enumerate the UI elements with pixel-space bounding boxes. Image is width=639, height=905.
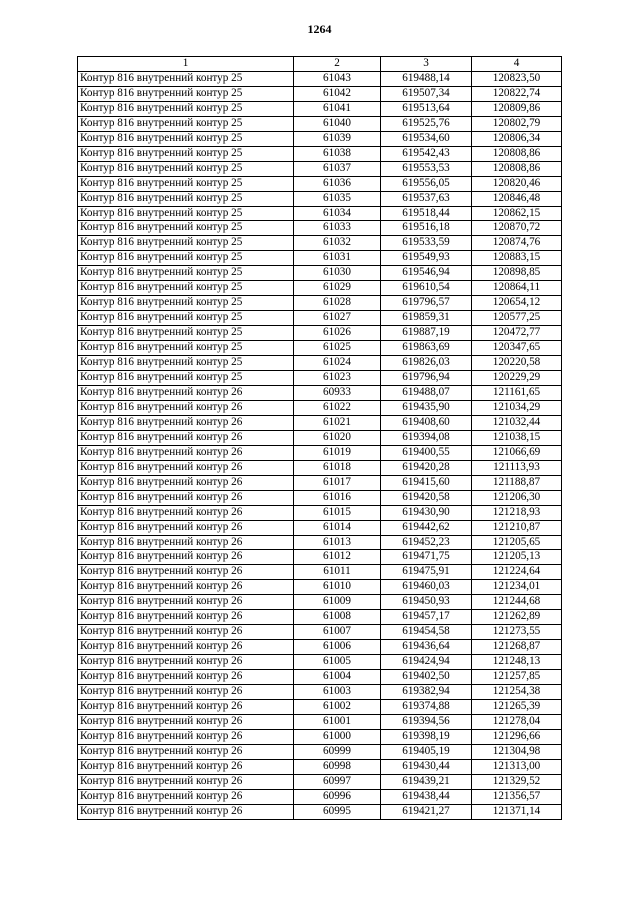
x-coordinate-cell: 619516,18 — [381, 221, 472, 236]
point-number-cell: 61001 — [294, 714, 381, 729]
table-row — [78, 311, 562, 326]
x-coordinate-cell: 619438,44 — [381, 789, 472, 804]
x-coordinate-cell: 619533,59 — [381, 236, 472, 251]
y-coordinate-cell: 121329,52 — [472, 774, 562, 789]
table-row — [78, 445, 562, 460]
y-coordinate-cell: 120864,11 — [472, 281, 562, 296]
x-coordinate-cell: 619420,58 — [381, 490, 472, 505]
point-number-cell: 61004 — [294, 670, 381, 685]
x-coordinate-cell: 619488,14 — [381, 71, 472, 86]
x-coordinate-cell: 619452,23 — [381, 535, 472, 550]
contour-name-cell: Контур 816 внутренний контур 26 — [78, 520, 294, 535]
table-row — [78, 221, 562, 236]
contour-name-cell: Контур 816 внутренний контур 26 — [78, 445, 294, 460]
point-number-cell: 61006 — [294, 640, 381, 655]
point-number-cell: 61037 — [294, 161, 381, 176]
table-row — [78, 236, 562, 251]
point-number-cell: 61002 — [294, 699, 381, 714]
x-coordinate-cell: 619408,60 — [381, 415, 472, 430]
x-coordinate-cell: 619398,19 — [381, 729, 472, 744]
y-coordinate-cell: 121066,69 — [472, 445, 562, 460]
point-number-cell: 61018 — [294, 460, 381, 475]
contour-name-cell: Контур 816 внутренний контур 25 — [78, 221, 294, 236]
table-row — [78, 759, 562, 774]
point-number-cell: 61025 — [294, 341, 381, 356]
y-coordinate-cell: 120802,79 — [472, 116, 562, 131]
table-row — [78, 415, 562, 430]
contour-name-cell: Контур 816 внутренний контур 25 — [78, 371, 294, 386]
table-row — [78, 774, 562, 789]
contour-name-cell: Контур 816 внутренний контур 26 — [78, 714, 294, 729]
y-coordinate-cell: 121206,30 — [472, 490, 562, 505]
contour-name-cell: Контур 816 внутренний контур 26 — [78, 430, 294, 445]
contour-name-cell: Контур 816 внутренний контур 26 — [78, 729, 294, 744]
contour-name-cell: Контур 816 внутренний контур 26 — [78, 685, 294, 700]
x-coordinate-cell: 619542,43 — [381, 146, 472, 161]
point-number-cell: 61030 — [294, 266, 381, 281]
x-coordinate-cell: 619826,03 — [381, 356, 472, 371]
contour-name-cell: Контур 816 внутренний контур 26 — [78, 550, 294, 565]
y-coordinate-cell: 121205,65 — [472, 535, 562, 550]
y-coordinate-cell: 121161,65 — [472, 385, 562, 400]
x-coordinate-cell: 619460,03 — [381, 580, 472, 595]
table-row — [78, 685, 562, 700]
point-number-cell: 61038 — [294, 146, 381, 161]
x-coordinate-cell: 619394,56 — [381, 714, 472, 729]
x-coordinate-cell: 619430,44 — [381, 759, 472, 774]
x-coordinate-cell: 619394,08 — [381, 430, 472, 445]
point-number-cell: 60995 — [294, 804, 381, 819]
y-coordinate-cell: 121278,04 — [472, 714, 562, 729]
page-number: 1264 — [307, 22, 332, 36]
contour-name-cell: Контур 816 внутренний контур 25 — [78, 131, 294, 146]
point-number-cell: 60996 — [294, 789, 381, 804]
point-number-cell: 61008 — [294, 610, 381, 625]
x-coordinate-cell: 619507,34 — [381, 86, 472, 101]
x-coordinate-cell: 619454,58 — [381, 625, 472, 640]
point-number-cell: 61012 — [294, 550, 381, 565]
x-coordinate-cell: 619475,91 — [381, 565, 472, 580]
point-number-cell: 61028 — [294, 296, 381, 311]
y-coordinate-cell: 121262,89 — [472, 610, 562, 625]
x-coordinate-cell: 619424,94 — [381, 655, 472, 670]
column-header-2: 2 — [294, 57, 381, 72]
table-row — [78, 191, 562, 206]
y-coordinate-cell: 121234,01 — [472, 580, 562, 595]
contour-name-cell: Контур 816 внутренний контур 26 — [78, 535, 294, 550]
contour-name-cell: Контур 816 внутренний контур 25 — [78, 176, 294, 191]
x-coordinate-cell: 619513,64 — [381, 101, 472, 116]
y-coordinate-cell: 121313,00 — [472, 759, 562, 774]
contour-name-cell: Контур 816 внутренний контур 26 — [78, 640, 294, 655]
y-coordinate-cell: 120846,48 — [472, 191, 562, 206]
y-coordinate-cell: 121356,57 — [472, 789, 562, 804]
x-coordinate-cell: 619549,93 — [381, 251, 472, 266]
x-coordinate-cell: 619863,69 — [381, 341, 472, 356]
y-coordinate-cell: 120577,25 — [472, 311, 562, 326]
y-coordinate-cell: 120808,86 — [472, 146, 562, 161]
point-number-cell: 61024 — [294, 356, 381, 371]
table-row — [78, 371, 562, 386]
point-number-cell: 60998 — [294, 759, 381, 774]
point-number-cell: 61036 — [294, 176, 381, 191]
contour-name-cell: Контур 816 внутренний контур 25 — [78, 101, 294, 116]
contour-name-cell: Контур 816 внутренний контур 25 — [78, 311, 294, 326]
table-row — [78, 804, 562, 819]
x-coordinate-cell: 619430,90 — [381, 505, 472, 520]
x-coordinate-cell: 619457,17 — [381, 610, 472, 625]
point-number-cell: 61005 — [294, 655, 381, 670]
point-number-cell: 61017 — [294, 475, 381, 490]
contour-name-cell: Контур 816 внутренний контур 26 — [78, 595, 294, 610]
y-coordinate-cell: 121210,87 — [472, 520, 562, 535]
y-coordinate-cell: 120820,46 — [472, 176, 562, 191]
x-coordinate-cell: 619553,53 — [381, 161, 472, 176]
point-number-cell: 61000 — [294, 729, 381, 744]
x-coordinate-cell: 619488,07 — [381, 385, 472, 400]
x-coordinate-cell: 619420,28 — [381, 460, 472, 475]
contour-name-cell: Контур 816 внутренний контур 26 — [78, 565, 294, 580]
table-row — [78, 206, 562, 221]
contour-name-cell: Контур 816 внутренний контур 25 — [78, 356, 294, 371]
y-coordinate-cell: 120823,50 — [472, 71, 562, 86]
y-coordinate-cell: 121218,93 — [472, 505, 562, 520]
contour-name-cell: Контур 816 внутренний контур 25 — [78, 326, 294, 341]
y-coordinate-cell: 120883,15 — [472, 251, 562, 266]
point-number-cell: 61042 — [294, 86, 381, 101]
table-row — [78, 699, 562, 714]
point-number-cell: 61033 — [294, 221, 381, 236]
x-coordinate-cell: 619518,44 — [381, 206, 472, 221]
y-coordinate-cell: 121244,68 — [472, 595, 562, 610]
contour-name-cell: Контур 816 внутренний контур 26 — [78, 699, 294, 714]
contour-name-cell: Контур 816 внутренний контур 26 — [78, 744, 294, 759]
contour-name-cell: Контур 816 внутренний контур 25 — [78, 251, 294, 266]
y-coordinate-cell: 121257,85 — [472, 670, 562, 685]
point-number-cell: 61003 — [294, 685, 381, 700]
x-coordinate-cell: 619525,76 — [381, 116, 472, 131]
table-row — [78, 146, 562, 161]
y-coordinate-cell: 121273,55 — [472, 625, 562, 640]
y-coordinate-cell: 120874,76 — [472, 236, 562, 251]
table-row — [78, 116, 562, 131]
x-coordinate-cell: 619400,55 — [381, 445, 472, 460]
contour-name-cell: Контур 816 внутренний контур 25 — [78, 86, 294, 101]
contour-name-cell: Контур 816 внутренний контур 25 — [78, 146, 294, 161]
point-number-cell: 61009 — [294, 595, 381, 610]
y-coordinate-cell: 120347,65 — [472, 341, 562, 356]
point-number-cell: 61034 — [294, 206, 381, 221]
contour-name-cell: Контур 816 внутренний контур 26 — [78, 580, 294, 595]
table-row — [78, 251, 562, 266]
contour-name-cell: Контур 816 внутренний контур 26 — [78, 415, 294, 430]
point-number-cell: 61015 — [294, 505, 381, 520]
x-coordinate-cell: 619439,21 — [381, 774, 472, 789]
contour-name-cell: Контур 816 внутренний контур 25 — [78, 296, 294, 311]
contour-name-cell: Контур 816 внутренний контур 26 — [78, 475, 294, 490]
y-coordinate-cell: 120870,72 — [472, 221, 562, 236]
y-coordinate-cell: 121304,98 — [472, 744, 562, 759]
point-number-cell: 61010 — [294, 580, 381, 595]
y-coordinate-cell: 121296,66 — [472, 729, 562, 744]
point-number-cell: 61027 — [294, 311, 381, 326]
table-row — [78, 131, 562, 146]
x-coordinate-cell: 619382,94 — [381, 685, 472, 700]
y-coordinate-cell: 121034,29 — [472, 400, 562, 415]
table-row — [78, 266, 562, 281]
y-coordinate-cell: 121113,93 — [472, 460, 562, 475]
table-row — [78, 490, 562, 505]
x-coordinate-cell: 619859,31 — [381, 311, 472, 326]
point-number-cell: 61020 — [294, 430, 381, 445]
y-coordinate-cell: 120809,86 — [472, 101, 562, 116]
point-number-cell: 61043 — [294, 71, 381, 86]
contour-name-cell: Контур 816 внутренний контур 26 — [78, 460, 294, 475]
y-coordinate-cell: 121032,44 — [472, 415, 562, 430]
table-row — [78, 714, 562, 729]
point-number-cell: 61011 — [294, 565, 381, 580]
contour-name-cell: Контур 816 внутренний контур 25 — [78, 71, 294, 86]
y-coordinate-cell: 121265,39 — [472, 699, 562, 714]
table-row — [78, 460, 562, 475]
contour-name-cell: Контур 816 внутренний контур 26 — [78, 490, 294, 505]
table-row — [78, 610, 562, 625]
point-number-cell: 60997 — [294, 774, 381, 789]
y-coordinate-cell: 120822,74 — [472, 86, 562, 101]
x-coordinate-cell: 619402,50 — [381, 670, 472, 685]
table-row — [78, 670, 562, 685]
y-coordinate-cell: 121038,15 — [472, 430, 562, 445]
contour-name-cell: Контур 816 внутренний контур 26 — [78, 670, 294, 685]
x-coordinate-cell: 619405,19 — [381, 744, 472, 759]
column-header-4: 4 — [472, 57, 562, 72]
x-coordinate-cell: 619610,54 — [381, 281, 472, 296]
contour-name-cell: Контур 816 внутренний контур 25 — [78, 236, 294, 251]
y-coordinate-cell: 120898,85 — [472, 266, 562, 281]
contour-name-cell: Контур 816 внутренний контур 26 — [78, 774, 294, 789]
contour-name-cell: Контур 816 внутренний контур 26 — [78, 505, 294, 520]
x-coordinate-cell: 619471,75 — [381, 550, 472, 565]
x-coordinate-cell: 619796,57 — [381, 296, 472, 311]
header-row — [78, 57, 562, 72]
contour-name-cell: Контур 816 внутренний контур 26 — [78, 385, 294, 400]
y-coordinate-cell: 120808,86 — [472, 161, 562, 176]
table-header — [78, 57, 562, 72]
contour-name-cell: Контур 816 внутренний контур 26 — [78, 759, 294, 774]
point-number-cell: 60999 — [294, 744, 381, 759]
contour-name-cell: Контур 816 внутренний контур 26 — [78, 625, 294, 640]
y-coordinate-cell: 120472,77 — [472, 326, 562, 341]
table-row — [78, 789, 562, 804]
point-number-cell: 61013 — [294, 535, 381, 550]
coordinates-table — [77, 56, 562, 820]
y-coordinate-cell: 121205,13 — [472, 550, 562, 565]
table-row — [78, 161, 562, 176]
point-number-cell: 60933 — [294, 385, 381, 400]
contour-name-cell: Контур 816 внутренний контур 25 — [78, 206, 294, 221]
point-number-cell: 61021 — [294, 415, 381, 430]
contour-name-cell: Контур 816 внутренний контур 26 — [78, 789, 294, 804]
y-coordinate-cell: 120862,15 — [472, 206, 562, 221]
table-row — [78, 729, 562, 744]
table-row — [78, 281, 562, 296]
contour-name-cell: Контур 816 внутренний контур 25 — [78, 116, 294, 131]
x-coordinate-cell: 619796,94 — [381, 371, 472, 386]
contour-name-cell: Контур 816 внутренний контур 25 — [78, 281, 294, 296]
table-row — [78, 101, 562, 116]
x-coordinate-cell: 619374,88 — [381, 699, 472, 714]
x-coordinate-cell: 619435,90 — [381, 400, 472, 415]
y-coordinate-cell: 121371,14 — [472, 804, 562, 819]
table-row — [78, 475, 562, 490]
point-number-cell: 61029 — [294, 281, 381, 296]
x-coordinate-cell: 619415,60 — [381, 475, 472, 490]
y-coordinate-cell: 120229,29 — [472, 371, 562, 386]
y-coordinate-cell: 121248,13 — [472, 655, 562, 670]
x-coordinate-cell: 619534,60 — [381, 131, 472, 146]
table-row — [78, 550, 562, 565]
x-coordinate-cell: 619556,05 — [381, 176, 472, 191]
point-number-cell: 61039 — [294, 131, 381, 146]
table-row — [78, 400, 562, 415]
point-number-cell: 61026 — [294, 326, 381, 341]
table-row — [78, 86, 562, 101]
y-coordinate-cell: 121254,38 — [472, 685, 562, 700]
y-coordinate-cell: 120654,12 — [472, 296, 562, 311]
contour-name-cell: Контур 816 внутренний контур 26 — [78, 400, 294, 415]
table-row — [78, 520, 562, 535]
point-number-cell: 61040 — [294, 116, 381, 131]
contour-name-cell: Контур 816 внутренний контур 25 — [78, 266, 294, 281]
table-row — [78, 296, 562, 311]
x-coordinate-cell: 619436,64 — [381, 640, 472, 655]
point-number-cell: 61022 — [294, 400, 381, 415]
table-row — [78, 505, 562, 520]
table-row — [78, 565, 562, 580]
point-number-cell: 61023 — [294, 371, 381, 386]
point-number-cell: 61031 — [294, 251, 381, 266]
table-row — [78, 625, 562, 640]
x-coordinate-cell: 619546,94 — [381, 266, 472, 281]
point-number-cell: 61041 — [294, 101, 381, 116]
contour-name-cell: Контур 816 внутренний контур 26 — [78, 804, 294, 819]
table-row — [78, 655, 562, 670]
contour-name-cell: Контур 816 внутренний контур 26 — [78, 655, 294, 670]
table-row — [78, 71, 562, 86]
column-header-1: 1 — [78, 57, 294, 72]
table-row — [78, 385, 562, 400]
y-coordinate-cell: 121188,87 — [472, 475, 562, 490]
contour-name-cell: Контур 816 внутренний контур 26 — [78, 610, 294, 625]
table-row — [78, 341, 562, 356]
y-coordinate-cell: 121268,87 — [472, 640, 562, 655]
table-row — [78, 595, 562, 610]
table-row — [78, 640, 562, 655]
contour-name-cell: Контур 816 внутренний контур 25 — [78, 341, 294, 356]
x-coordinate-cell: 619442,62 — [381, 520, 472, 535]
x-coordinate-cell: 619450,93 — [381, 595, 472, 610]
contour-name-cell: Контур 816 внутренний контур 25 — [78, 191, 294, 206]
table-row — [78, 744, 562, 759]
y-coordinate-cell: 120806,34 — [472, 131, 562, 146]
table-row — [78, 535, 562, 550]
point-number-cell: 61014 — [294, 520, 381, 535]
x-coordinate-cell: 619421,27 — [381, 804, 472, 819]
x-coordinate-cell: 619887,19 — [381, 326, 472, 341]
table-row — [78, 356, 562, 371]
column-header-3: 3 — [381, 57, 472, 72]
point-number-cell: 61016 — [294, 490, 381, 505]
point-number-cell: 61035 — [294, 191, 381, 206]
point-number-cell: 61032 — [294, 236, 381, 251]
table-body — [78, 71, 562, 819]
point-number-cell: 61007 — [294, 625, 381, 640]
table-row — [78, 580, 562, 595]
table-row — [78, 430, 562, 445]
table-row — [78, 176, 562, 191]
x-coordinate-cell: 619537,63 — [381, 191, 472, 206]
point-number-cell: 61019 — [294, 445, 381, 460]
y-coordinate-cell: 121224,64 — [472, 565, 562, 580]
y-coordinate-cell: 120220,58 — [472, 356, 562, 371]
table-row — [78, 326, 562, 341]
contour-name-cell: Контур 816 внутренний контур 25 — [78, 161, 294, 176]
